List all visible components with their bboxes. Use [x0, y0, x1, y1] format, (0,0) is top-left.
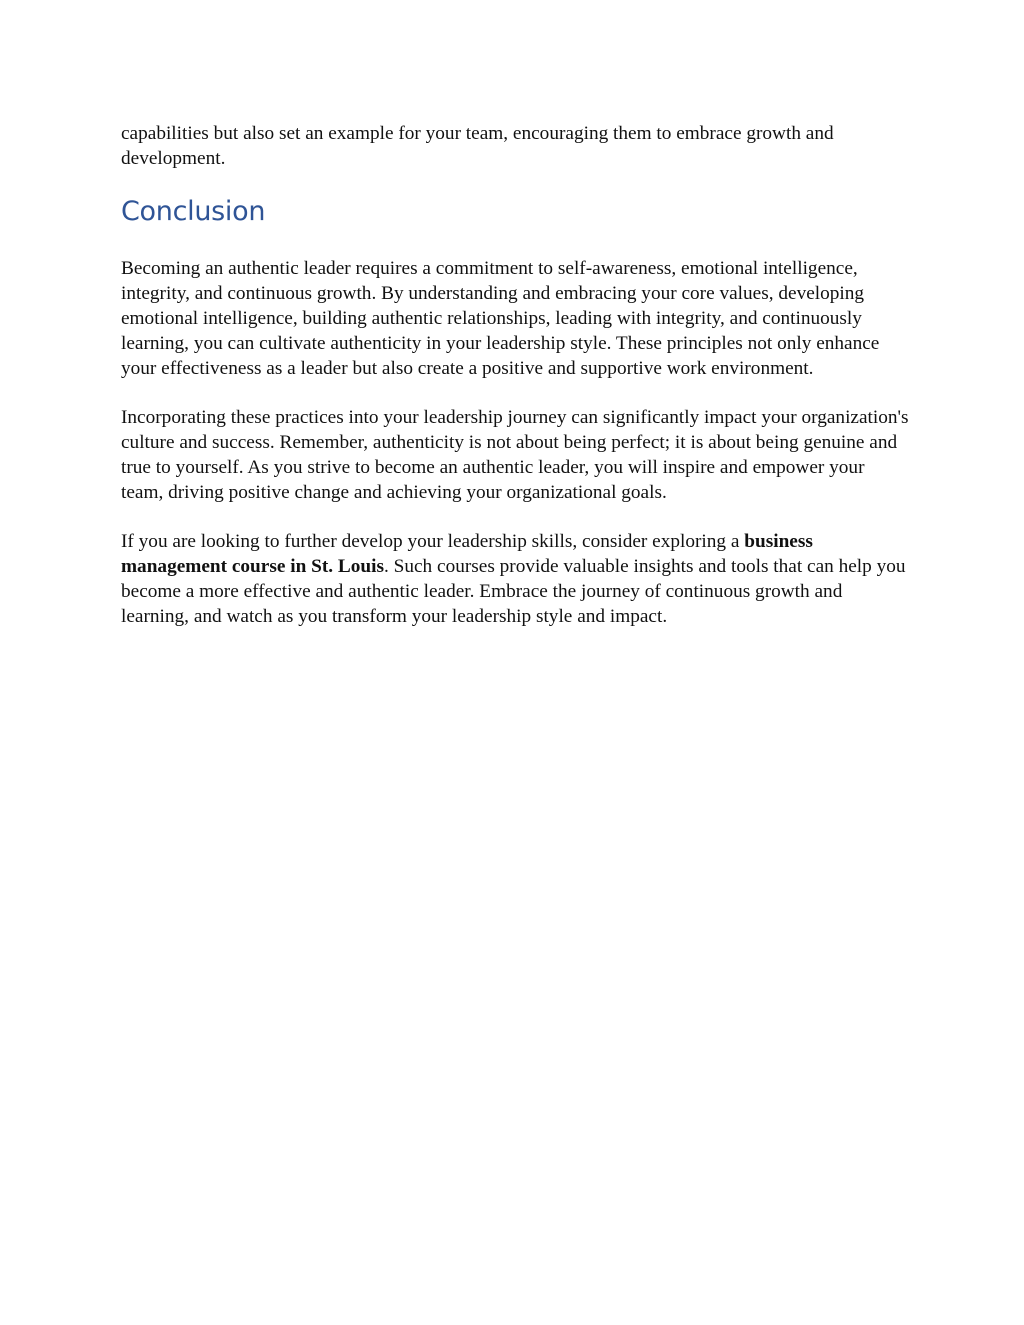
document-body	[121, 121, 911, 653]
section-heading-conclusion: Conclusion	[121, 196, 266, 227]
paragraph-3-text-before: If you are looking to further develop your leadership skills, consider exploring a	[121, 531, 745, 552]
paragraph-1: Becoming an authentic leader requires a commitment to self-awareness, emotional intelligence, integrity, and continuous growth. By understanding and embracing your core values, developing emotional intelligence, building authentic relationships, leading with integrity, and continuously learning, you can cultivate authenticity in your leadership style. These principles not only enhance your effectiveness as a leader but also create a positive and supportive work environment.	[121, 258, 880, 379]
intro-paragraph-continued: capabilities but also set an example for your team, encouraging them to embrace growth and development.	[121, 123, 834, 169]
course-highlight: business management course in St. Louis	[121, 531, 813, 577]
paragraph-3	[121, 529, 911, 629]
paragraph-2: Incorporating these practices into your leadership journey can significantly impact your organization's culture and success. Remember, authenticity is not about being perfect; it is about being genuine and true to yourself. As you strive to become an authentic leader, you will inspire and empower your team, driving positive change and achieving your organizational goals.	[121, 407, 909, 503]
paragraph-3-text-after: . Such courses provide valuable insights and tools that can help you become a more effective and authentic leader. Embrace the journey of continuous growth and learning, and watch as you transform your leadership style and impact.	[121, 556, 906, 627]
